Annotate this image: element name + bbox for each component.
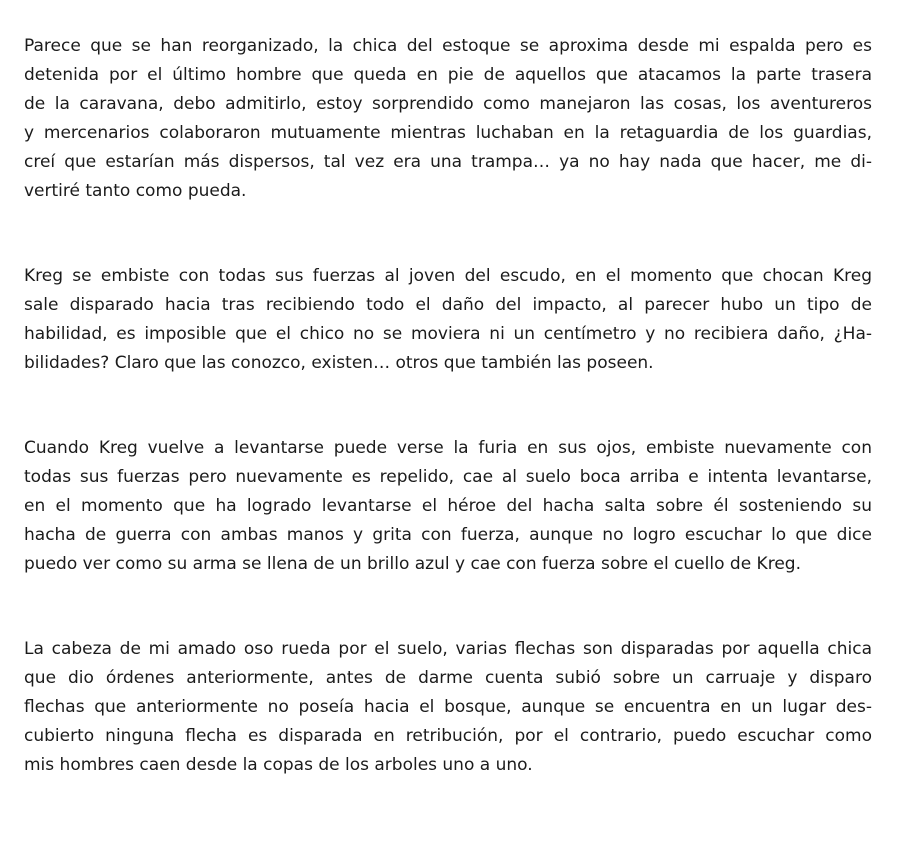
paragraph-1 [24, 32, 872, 206]
text-line: sale disparado hacia tras recibiendo todo el daño del impacto, al parecer hubo un tipo de [24, 295, 872, 315]
text-line: vertiré tanto como pueda. [24, 181, 247, 201]
text-line: Parece que se han reorganizado, la chica del estoque se aproxima desde mi espalda pero es [24, 36, 872, 56]
text-line: habilidad, es imposible que el chico no se moviera ni un centímetro y no recibiera daño, ¿Ha- [24, 324, 872, 344]
text-line: puedo ver como su arma se llena de un brillo azul y cae con fuerza sobre el cuello de Kreg. [24, 554, 801, 574]
text-line: cubierto ninguna flecha es disparada en retribución, por el contrario, puedo escuchar como [24, 726, 872, 746]
text-line: todas sus fuerzas pero nuevamente es repelido, cae al suelo boca arriba e intenta levantarse, [24, 467, 872, 487]
text-line: flechas que anteriormente no poseía hacia el bosque, aunque se encuentra en un lugar des- [24, 697, 872, 717]
text-line: Cuando Kreg vuelve a levantarse puede verse la furia en sus ojos, embiste nuevamente con [24, 438, 872, 458]
paragraph-3 [24, 434, 872, 579]
text-line: hacha de guerra con ambas manos y grita con fuerza, aunque no logro escuchar lo que dice [24, 525, 872, 545]
document-page [24, 32, 872, 780]
text-line: creí que estarían más dispersos, tal vez era una trampa… ya no hay nada que hacer, me di- [24, 152, 872, 172]
paragraph-4 [24, 635, 872, 780]
text-line: Kreg se embiste con todas sus fuerzas al joven del escudo, en el momento que chocan Kreg [24, 266, 872, 286]
text-line: de la caravana, debo admitirlo, estoy sorprendido como manejaron las cosas, los aventureros [24, 94, 872, 114]
text-line: detenida por el último hombre que queda en pie de aquellos que atacamos la parte trasera [24, 65, 872, 85]
text-line: en el momento que ha logrado levantarse el héroe del hacha salta sobre él sosteniendo su [24, 496, 872, 516]
paragraph-2 [24, 262, 872, 378]
text-line: bilidades? Claro que las conozco, existen… otros que también las poseen. [24, 353, 654, 373]
text-line: y mercenarios colaboraron mutuamente mientras luchaban en la retaguardia de los guardias, [24, 123, 872, 143]
text-line: mis hombres caen desde la copas de los arboles uno a uno. [24, 755, 533, 775]
text-line: que dio órdenes anteriormente, antes de darme cuenta subió sobre un carruaje y disparo [24, 668, 872, 688]
text-line: La cabeza de mi amado oso rueda por el suelo, varias flechas son disparadas por aquella chica [24, 639, 872, 659]
